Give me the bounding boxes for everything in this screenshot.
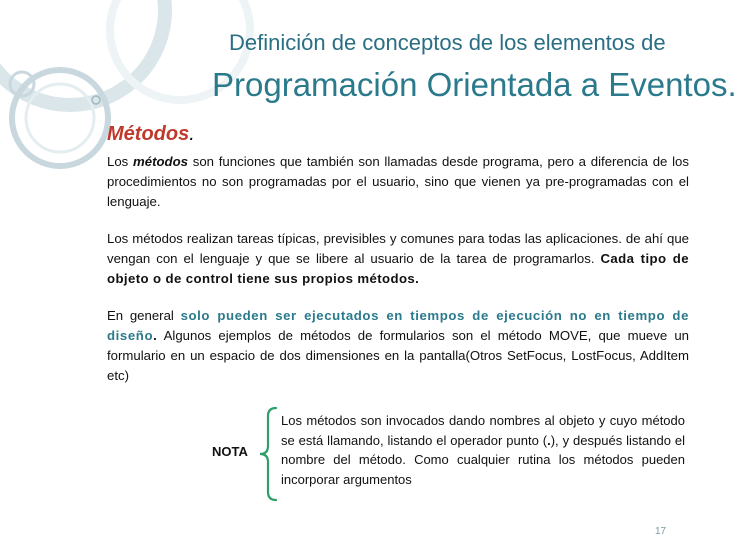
note-operator: . — [547, 432, 551, 448]
note-text — [281, 411, 685, 489]
paragraph-3-lead: En general — [107, 308, 181, 323]
brace-path — [260, 408, 276, 500]
paragraph-1 — [107, 152, 689, 212]
title-line-2 — [212, 66, 737, 104]
paragraph-2-bold: Cada tipo de objeto o de control tiene sus propios métodos. — [107, 251, 689, 286]
section-heading-text: Métodos — [107, 123, 190, 145]
paragraph-3 — [107, 306, 689, 386]
paragraph-1-lead: Los — [107, 154, 134, 169]
paragraph-2-text: Los métodos realizan tareas típicas, previsibles y comunes para todas las aplicaciones. de ahí que vengan con el lenguaje y que se libere al usuario de la tarea de programarlos. — [107, 231, 689, 266]
title-line-2-text: Programación Orientada a Eventos — [212, 66, 728, 103]
note-text-before: Los métodos son invocados dando nombres al objeto y cuyo método se está llamando, listando el operador punto ( — [281, 413, 685, 448]
section-heading-period: . — [189, 123, 195, 145]
title-line-1: Definición de conceptos de los elementos de — [229, 30, 666, 55]
paragraph-3-highlight: solo pueden ser ejecutados en tiempos de ejecución no en tiempo de diseño — [107, 308, 690, 343]
paragraph-1-term: métodos — [133, 154, 188, 169]
curly-brace-icon — [258, 406, 280, 502]
section-heading — [107, 123, 195, 146]
title-line-2-period: . — [727, 66, 737, 103]
note-label: NOTA — [212, 444, 248, 459]
paragraph-3-text: Algunos ejemplos de métodos de formularios son el método MOVE, que mueve un formulario en un espacio de dos dimensiones en la pantalla(Otros SetFocus, LostFocus, AddItem etc) — [107, 328, 689, 383]
paragraph-3-period: . — [153, 328, 158, 343]
note-text-after: ), y después listando el nombre del método. Como cualquier rutina los métodos pueden incorporar argumentos — [281, 432, 686, 487]
page-number: 17 — [655, 526, 667, 537]
paragraph-2 — [107, 229, 689, 289]
paragraph-1-text: son funciones que también son llamadas desde programa, pero a diferencia de los procedimientos no son programadas por el usuario, sino que vienen ya pre-programadas con el lenguaje. — [107, 154, 689, 209]
decor-circle-medium-inner — [26, 84, 94, 152]
